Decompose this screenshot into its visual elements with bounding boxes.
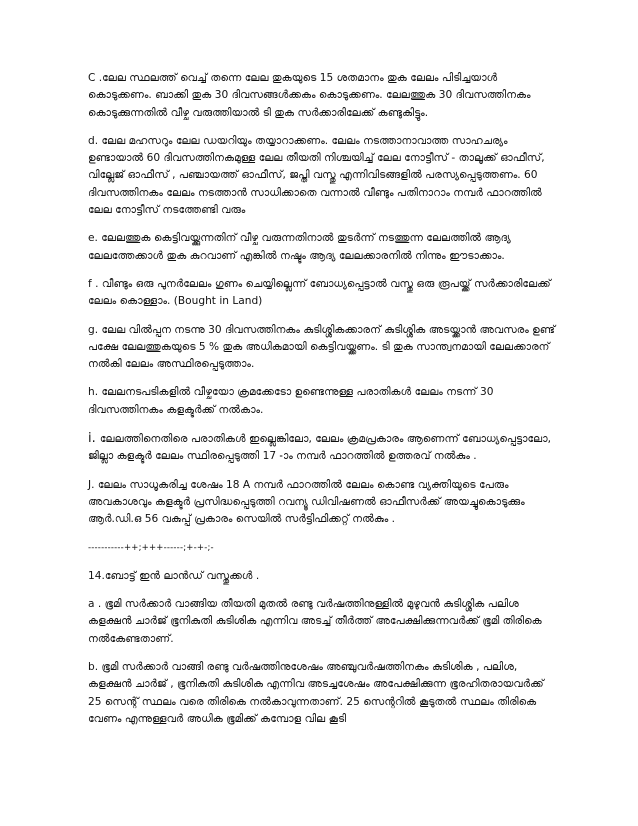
- section-paragraph-b: [88, 659, 558, 728]
- paragraph-text: ലേല സ്ഥലത്ത് വെച്ച് തന്നെ ലേല തുകയുടെ 15 ശതമാനം തുക ലേലം പിടിച്ചയാൾ കൊടുക്കണം. ബാക്കി തുക 30 ദിവസങ്ങൾക്കകം കൊടുക്കണം. ലേലത്തുക 30 ദിവസത്തിനകം കൊടുക്കുന്നതിൽ വീഴ്ച വരുത്തിയാൽ ടി തുക സർക്കാരിലേക്ക് കണ്ടുകിട്ടും.: [88, 72, 531, 119]
- paragraph-label: C .: [88, 72, 103, 84]
- paragraph-label: J.: [88, 478, 98, 491]
- section-paragraph-a: [88, 596, 558, 648]
- paragraph-label: i.: [88, 431, 100, 447]
- paragraph-label: d.: [88, 134, 102, 147]
- paragraph-text: ലേലത്തുക കെട്ടിവയ്ക്കുന്നതിന് വീഴ്ച വരുന്നതിനാൽ തുടർന്ന് നടത്തുന്ന ലേലത്തിൽ ആദ്യ ലേലത്തേക്കാൾ തുക കുറവാണ് എങ്കിൽ നഷ്ടം ആദ്യ ലേലക്കാരനിൽ നിന്നും ഈടാക്കാം.: [88, 232, 511, 262]
- paragraph-d: [88, 133, 558, 219]
- paragraph-label: h.: [88, 386, 102, 399]
- paragraph-text: ഭൂമി സർക്കാർ വാങ്ങി രണ്ടു വർഷത്തിനുശേഷം അഞ്ചുവർഷത്തിനകം കുടിശിക , പലിശ, കളക്ഷൻ ചാർജ് , ഭൂനികുതി കുടിശിക എന്നിവ അടച്ചശേഷം അപേക്ഷിക്കുന്ന ഭൂരഹിതരായവർക്ക് 25 സെന്റ് സ്ഥലം വരെ തിരികെ നൽകാവുന്നതാണ്. 25 സെന്ററിൽ കൂടുതൽ സ്ഥലം തിരികെ വേണം എന്നുള്ളവർ അധിക ഭൂമിക്ക് കമ്പോള വില കൂടി: [88, 661, 544, 725]
- paragraph-label: b.: [88, 661, 102, 674]
- paragraph-text: ലേല മഹസറും ലേല ഡയറിയും തയ്യാറാക്കണം. ലേലം നടത്താനാവാത്ത സാഹചര്യം ഉണ്ടായാൽ 60 ദിവസത്തിനകമുള്ള ലേല തീയതി നിശ്ചയിച്ച് ലേല നോട്ടീസ് - താലൂക്ക് ഓഫീസ്, വില്ലേജ് ഓഫീസ് , പഞ്ചായത്ത് ഓഫീസ്, ജപ്തി വസ്തു എന്നിവിടങ്ങളിൽ പരസ്യപ്പെടുത്തണം. 60 ദിവസത്തിനകം ലേലം നടത്താൻ സാധിക്കാതെ വന്നാൽ വീണ്ടും പതിനാറാം നമ്പർ ഫാറത്തിൽ ലേല നോട്ടീസ് നടത്തേണ്ടി വരും: [88, 134, 545, 217]
- paragraph-label: g.: [88, 323, 102, 336]
- paragraph-i: [88, 430, 558, 466]
- paragraph-c: [88, 70, 558, 122]
- section-heading: 14.ബോട്ട് ഇൻ ലാൻഡ് വസ്തുക്കൾ .: [88, 569, 260, 582]
- paragraph-f: [88, 276, 558, 311]
- paragraph-text: വീണ്ടും ഒരു പുനർലേലം ഗുണം ചെയ്യില്ലെന്ന് ബോധ്യപ്പെട്ടാൽ വസ്തു ഒരു രൂപയ്ക്ക് സർക്കാരിലേക്ക് ലേലം കൊള്ളാം. (Bought in Land): [88, 277, 551, 308]
- paragraph-text: ലേലം സാധൂകരിച്ച ശേഷം 18 A നമ്പർ ഫാറത്തിൽ ലേലം കൊണ്ട വ്യക്തിയുടെ പേരും അവകാശവും കളക്ടർ പ്രസിദ്ധപ്പെടുത്തി റവന്യൂ ഡിവിഷണൽ ഓഫീസർക്ക് അയച്ചുകൊടുക്കും ആർ.ഡി.ഒ 56 വകുപ്പ് പ്രകാരം സെയിൽ സർട്ടിഫിക്കറ്റ് നൽകും .: [88, 478, 525, 526]
- paragraph-e: [88, 230, 558, 265]
- paragraph-h: [88, 384, 558, 419]
- document-body: [88, 70, 558, 739]
- paragraph-text: ലേല വിൽപ്പന നടന്നു 30 ദിവസത്തിനകം കുടിശ്ശികക്കാരന് കുടിശ്ശിക അടയ്ക്കാൻ അവസരം ഉണ്ട് പക്ഷേ ലേലത്തുകയുടെ 5 % തുക അധികമായി കെട്ടിവയ്ക്കണം. ടി തുക സാന്ത്വനമായി ലേലക്കാരന് നൽകി ലേലം അസ്ഥിരപ്പെടുത്താം.: [88, 323, 556, 371]
- separator-line: -----------++;+++------;+-+-;-: [88, 542, 214, 553]
- paragraph-text: ഭൂമി സർക്കാർ വാങ്ങിയ തീയതി മുതൽ രണ്ടു വർഷത്തിനുള്ളിൽ മുഴുവൻ കുടിശ്ശിക പലിശ കളക്ഷൻ ചാർജ് ഭൂനികുതി കുടിശിക എന്നിവ അടച്ച് തീർത്ത് അപേക്ഷിക്കുന്നവർക്ക് ഭൂമി തിരികെ നൽകേണ്ടതാണ്.: [88, 598, 542, 645]
- paragraph-text: ലേലനടപടികളിൽ വീഴ്ചയോ ക്രമക്കേടോ ഉണ്ടെന്നുള്ള പരാതികൾ ലേലം നടന്ന് 30 ദിവസത്തിനകം കളക്ടർക്ക് നൽകാം.: [88, 386, 494, 416]
- paragraph-label: f .: [88, 277, 102, 290]
- paragraph-text: ലേലത്തിനെതിരെ പരാതികൾ ഇല്ലെങ്കിലോ, ലേലം ക്രമപ്രകാരം ആണെന്ന് ബോധ്യപ്പെട്ടാലോ, ജില്ലാ കളക്ടർ ലേലം സ്ഥിരപ്പെടുത്തി 17 -ാം നമ്പർ ഫാറത്തിൽ ഉത്തരവ് നൽകും .: [88, 433, 551, 463]
- paragraph-g: [88, 322, 558, 374]
- paragraph-label: a .: [88, 598, 105, 611]
- paragraph-label: e.: [88, 232, 102, 245]
- paragraph-j: [88, 477, 558, 529]
